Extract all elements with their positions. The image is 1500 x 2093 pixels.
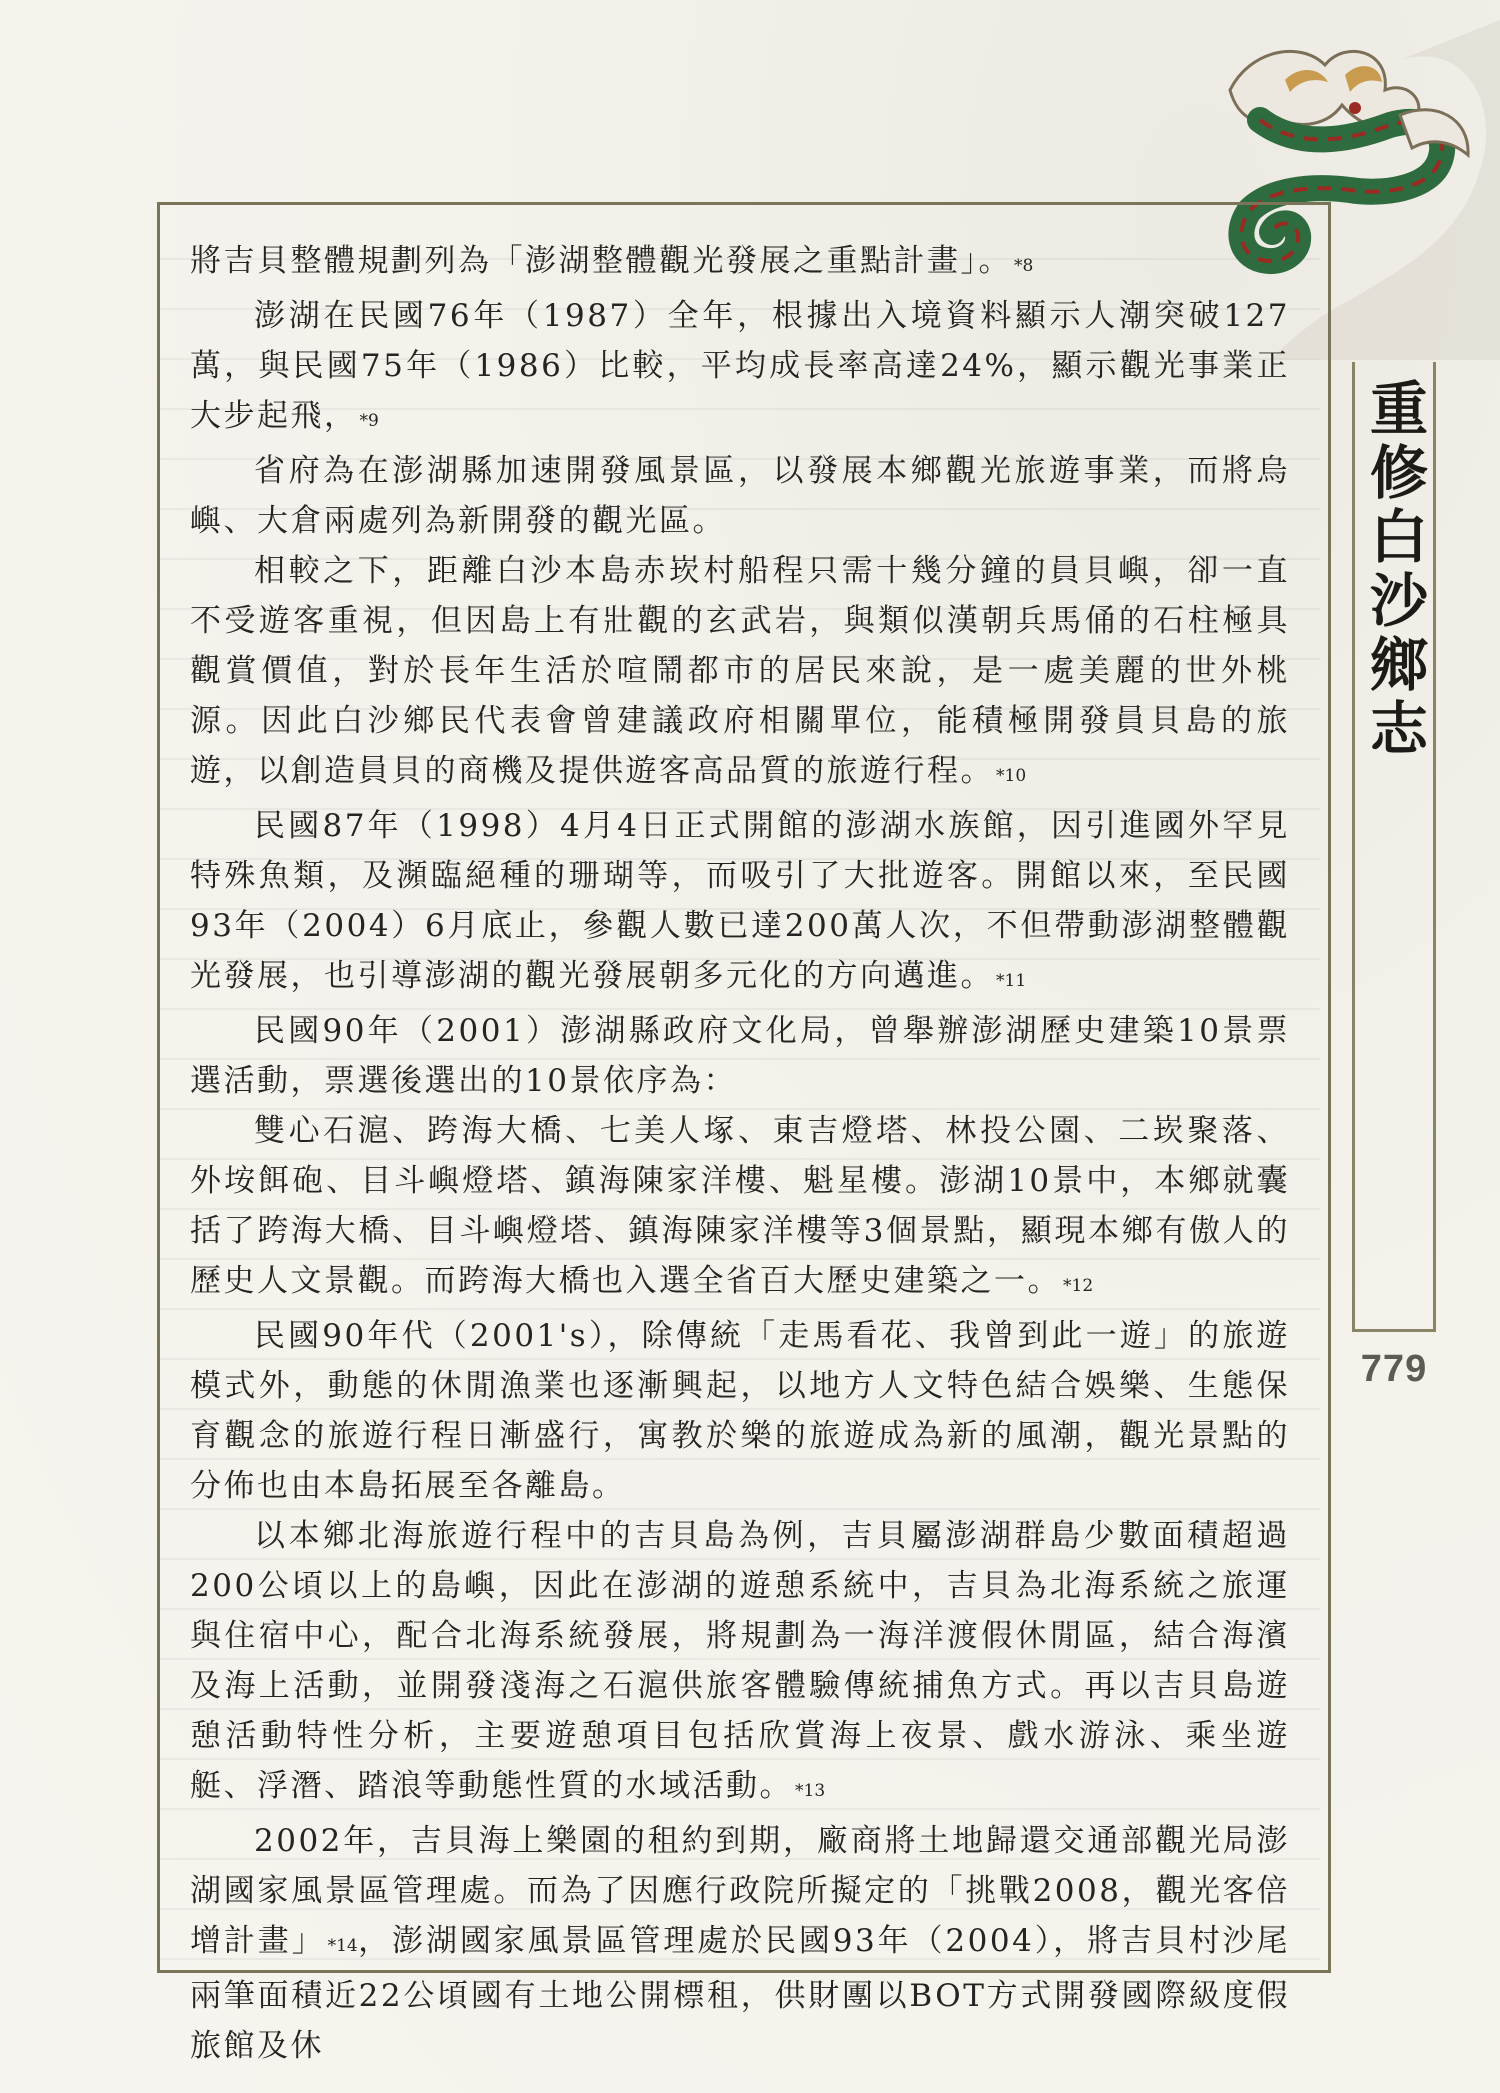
paragraph xyxy=(190,1816,1290,2071)
paragraph xyxy=(190,446,1290,546)
paragraph-text: ，澎湖國家風景區管理處於民國93年（2004），將吉貝村沙尾兩筆面積近22公頃國有土地公開標租，供財團以BOT方式開發國際級度假旅館及休 xyxy=(190,1923,1290,2064)
paragraph-text: 澎湖在民國76年（1987）全年，根據出入境資料顯示人潮突破127萬，與民國75年（1986）比較，平均成長率高達24%，顯示觀光事業正大步起飛， xyxy=(190,298,1290,434)
paragraph xyxy=(190,801,1290,1006)
paragraph-text: 省府為在澎湖縣加速開發風景區，以發展本鄉觀光旅遊事業，而將烏嶼、大倉兩處列為新開發的觀光區。 xyxy=(190,453,1290,539)
paragraph xyxy=(190,1311,1290,1511)
paragraph xyxy=(190,1106,1290,1311)
footnote-ref: *10 xyxy=(996,766,1027,786)
book-title: 重修白沙鄉志 xyxy=(1360,378,1428,762)
paragraph-text: 雙心石滬、跨海大橋、七美人塚、東吉燈塔、林投公園、二崁聚落、外垵餌砲、目斗嶼燈塔、鎮海陳家洋樓、魁星樓。澎湖10景中，本鄉就囊括了跨海大橋、目斗嶼燈塔、鎮海陳家洋樓等3個景點，顯現本鄉有傲人的歷史人文景觀。而跨海大橋也入選全省百大歷史建築之一。 xyxy=(190,1113,1290,1299)
body-text xyxy=(190,236,1290,2071)
paragraph-text: 民國90年代（2001's），除傳統「走馬看花、我曾到此一遊」的旅遊模式外，動態的休閒漁業也逐漸興起，以地方人文特色結合娛樂、生態保育觀念的旅遊行程日漸盛行，寓教於樂的旅遊成為新的風潮，觀光景點的分佈也由本島拓展至各離島。 xyxy=(190,1318,1290,1504)
paragraph-text: 相較之下，距離白沙本島赤崁村船程只需十幾分鐘的員貝嶼，卻一直不受遊客重視，但因島上有壯觀的玄武岩，與類似漢朝兵馬俑的石柱極具觀賞價值，對於長年生活於喧鬧都市的居民來說，是一處美麗的世外桃源。因此白沙鄉民代表會曾建議政府相關單位，能積極開發員貝島的旅遊，以創造員貝的商機及提供遊客高品質的旅遊行程。 xyxy=(190,553,1290,789)
footnote-ref: *8 xyxy=(1014,256,1034,276)
paragraph xyxy=(190,236,1290,291)
footnote-ref: *13 xyxy=(795,1781,826,1801)
paragraph-text: 民國87年（1998）4月4日正式開館的澎湖水族館，因引進國外罕見特殊魚類，及瀕臨絕種的珊瑚等，而吸引了大批遊客。開館以來，至民國93年（2004）6月底止，參觀人數已達200萬人次，不但帶動澎湖整體觀光發展，也引導澎湖的觀光發展朝多元化的方向邁進。 xyxy=(190,808,1290,994)
paragraph-text: 2002年，吉貝海上樂園的租約到期，廠商將土地歸還交通部觀光局澎湖國家風景區管理處。而為了因應行政院所擬定的「挑戰2008，觀光客倍增計畫」 xyxy=(190,1823,1290,1959)
paragraph xyxy=(190,1511,1290,1816)
paragraph xyxy=(190,1006,1290,1106)
paragraph xyxy=(190,291,1290,446)
footnote-ref: *12 xyxy=(1063,1276,1094,1296)
paragraph-text: 民國90年（2001）澎湖縣政府文化局，曾舉辦澎湖歷史建築10景票選活動，票選後選出的10景依序為： xyxy=(190,1013,1290,1099)
footnote-ref: *9 xyxy=(359,411,379,431)
paragraph xyxy=(190,546,1290,801)
footnote-ref: *14 xyxy=(327,1936,358,1956)
page-number: 779 xyxy=(1360,1348,1428,1390)
footnote-ref: *11 xyxy=(996,971,1027,991)
paragraph-text: 將吉貝整體規劃列為「澎湖整體觀光發展之重點計畫」。 xyxy=(190,243,1012,279)
paragraph-text: 以本鄉北海旅遊行程中的吉貝島為例，吉貝屬澎湖群島少數面積超過200公頃以上的島嶼，因此在澎湖的遊憩系統中，吉貝為北海系統之旅運與住宿中心，配合北海系統發展，將規劃為一海洋渡假休閒區，結合海濱及海上活動，並開發淺海之石滬供旅客體驗傳統捕魚方式。再以吉貝島遊憩活動特性分析，主要遊憩項目包括欣賞海上夜景、戲水游泳、乘坐遊艇、浮潛、踏浪等動態性質的水域活動。 xyxy=(190,1518,1290,1804)
